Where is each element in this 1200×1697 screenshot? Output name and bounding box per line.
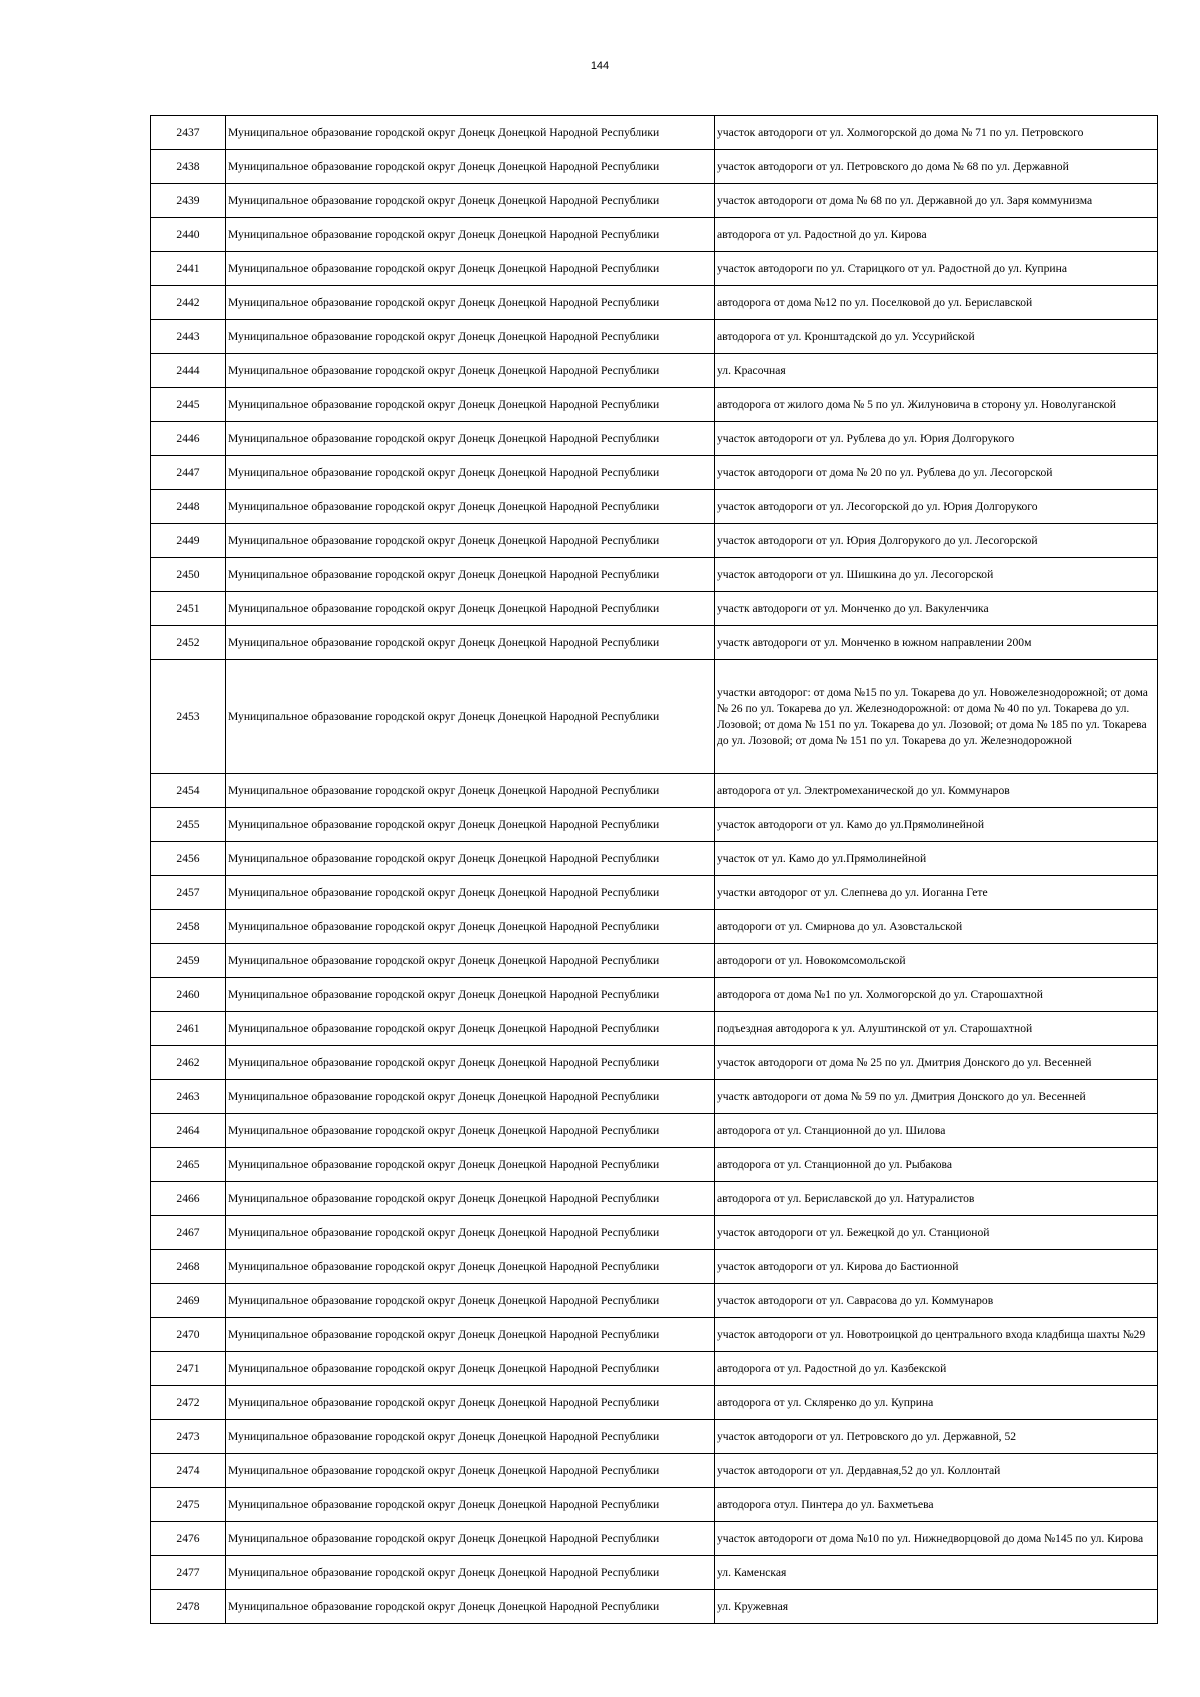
municipality-cell: Муниципальное образование городской округ Донецк Донецкой Народной Республики: [226, 1114, 715, 1148]
road-description-cell: участок автодороги от ул. Кирова до Бастионной: [715, 1250, 1158, 1284]
road-description-cell: ул. Красочная: [715, 354, 1158, 388]
table-row: [151, 626, 1158, 660]
row-number-cell: 2449: [151, 524, 226, 558]
road-description-cell: автодорога от дома №1 по ул. Холмогорской до ул. Старошахтной: [715, 978, 1158, 1012]
table-row: [151, 910, 1158, 944]
table-row: [151, 150, 1158, 184]
row-number-cell: 2464: [151, 1114, 226, 1148]
row-number-cell: 2463: [151, 1080, 226, 1114]
table-row: [151, 1386, 1158, 1420]
table-row: [151, 558, 1158, 592]
row-number-cell: 2472: [151, 1386, 226, 1420]
table-row: [151, 1420, 1158, 1454]
municipality-cell: Муниципальное образование городской округ Донецк Донецкой Народной Республики: [226, 978, 715, 1012]
municipality-cell: Муниципальное образование городской округ Донецк Донецкой Народной Республики: [226, 218, 715, 252]
table-row: [151, 1114, 1158, 1148]
municipality-cell: Муниципальное образование городской округ Донецк Донецкой Народной Республики: [226, 592, 715, 626]
road-description-cell: участок автодороги от ул. Юрия Долгорукого до ул. Лесогорской: [715, 524, 1158, 558]
table-row: [151, 354, 1158, 388]
row-number-cell: 2450: [151, 558, 226, 592]
road-description-cell: автодорога от жилого дома № 5 по ул. Жилуновича в сторону ул. Новолуганской: [715, 388, 1158, 422]
row-number-cell: 2465: [151, 1148, 226, 1182]
row-number-cell: 2442: [151, 286, 226, 320]
row-number-cell: 2475: [151, 1488, 226, 1522]
table-row: [151, 842, 1158, 876]
road-description-cell: участк автодороги от ул. Монченко до ул. Вакуленчика: [715, 592, 1158, 626]
road-description-cell: ул. Каменская: [715, 1556, 1158, 1590]
row-number-cell: 2467: [151, 1216, 226, 1250]
row-number-cell: 2437: [151, 116, 226, 150]
row-number-cell: 2443: [151, 320, 226, 354]
municipality-cell: Муниципальное образование городской округ Донецк Донецкой Народной Республики: [226, 354, 715, 388]
municipality-cell: Муниципальное образование городской округ Донецк Донецкой Народной Республики: [226, 490, 715, 524]
municipality-cell: Муниципальное образование городской округ Донецк Донецкой Народной Республики: [226, 1080, 715, 1114]
table-row: [151, 1148, 1158, 1182]
road-description-cell: автодороги от ул. Новокомсомольской: [715, 944, 1158, 978]
page-number: 144: [590, 60, 610, 72]
row-number-cell: 2452: [151, 626, 226, 660]
road-description-cell: участок автодороги от ул. Рублева до ул. Юрия Долгорукого: [715, 422, 1158, 456]
municipality-cell: Муниципальное образование городской округ Донецк Донецкой Народной Республики: [226, 876, 715, 910]
row-number-cell: 2462: [151, 1046, 226, 1080]
municipality-cell: Муниципальное образование городской округ Донецк Донецкой Народной Республики: [226, 388, 715, 422]
row-number-cell: 2451: [151, 592, 226, 626]
row-number-cell: 2455: [151, 808, 226, 842]
table-row: [151, 1046, 1158, 1080]
municipality-cell: Муниципальное образование городской округ Донецк Донецкой Народной Республики: [226, 1556, 715, 1590]
road-description-cell: подъездная автодорога к ул. Алуштинской от ул. Старошахтной: [715, 1012, 1158, 1046]
table-row: [151, 1318, 1158, 1352]
table-row: [151, 978, 1158, 1012]
municipality-cell: Муниципальное образование городской округ Донецк Донецкой Народной Республики: [226, 842, 715, 876]
row-number-cell: 2440: [151, 218, 226, 252]
road-description-cell: участок автодороги от ул. Дердавная,52 до ул. Коллонтай: [715, 1454, 1158, 1488]
municipality-cell: Муниципальное образование городской округ Донецк Донецкой Народной Республики: [226, 320, 715, 354]
table-row: [151, 660, 1158, 774]
row-number-cell: 2444: [151, 354, 226, 388]
municipality-cell: Муниципальное образование городской округ Донецк Донецкой Народной Республики: [226, 1250, 715, 1284]
row-number-cell: 2460: [151, 978, 226, 1012]
road-description-cell: участок автодороги по ул. Старицкого от ул. Радостной до ул. Куприна: [715, 252, 1158, 286]
municipality-cell: Муниципальное образование городской округ Донецк Донецкой Народной Республики: [226, 456, 715, 490]
road-description-cell: автодорога от ул. Электромеханической до ул. Коммунаров: [715, 774, 1158, 808]
table-row: [151, 320, 1158, 354]
municipality-cell: Муниципальное образование городской округ Донецк Донецкой Народной Республики: [226, 286, 715, 320]
road-description-cell: автодорога от ул. Станционной до ул. Шилова: [715, 1114, 1158, 1148]
municipality-cell: Муниципальное образование городской округ Донецк Донецкой Народной Республики: [226, 1590, 715, 1624]
row-number-cell: 2461: [151, 1012, 226, 1046]
road-description-cell: участки автодорог: от дома №15 по ул. Токарева до ул. Новожелезнодорожной; от дома № 26 по ул. Токарева до ул. Железнодорожной: от дома № 40 по ул. Токарева до ул. Лозовой; от дома № 151 по ул. Токарева до ул. Лозовой; от дома № 185 по ул. Токарева до ул. Лозовой; от дома № 151 по ул. Токарева до ул. Железнодорожной: [715, 660, 1158, 774]
row-number-cell: 2454: [151, 774, 226, 808]
road-description-cell: участок автодороги от ул. Новотроицкой до центрального входа кладбища шахты №29: [715, 1318, 1158, 1352]
municipality-cell: Муниципальное образование городской округ Донецк Донецкой Народной Республики: [226, 774, 715, 808]
road-description-cell: автодорога от ул. Бериславской до ул. Натуралистов: [715, 1182, 1158, 1216]
road-description-cell: участок автодороги от ул. Лесогорской до ул. Юрия Долгорукого: [715, 490, 1158, 524]
table-row: [151, 774, 1158, 808]
road-description-cell: автодороги от ул. Смирнова до ул. Азовстальской: [715, 910, 1158, 944]
road-description-cell: участок автодороги от ул. Холмогорской до дома № 71 по ул. Петровского: [715, 116, 1158, 150]
road-description-cell: участок автодороги от ул. Саврасова до ул. Коммунаров: [715, 1284, 1158, 1318]
row-number-cell: 2478: [151, 1590, 226, 1624]
table-row: [151, 116, 1158, 150]
municipality-cell: Муниципальное образование городской округ Донецк Донецкой Народной Республики: [226, 150, 715, 184]
road-description-cell: участок автодороги от ул. Шишкина до ул. Лесогорской: [715, 558, 1158, 592]
municipality-cell: Муниципальное образование городской округ Донецк Донецкой Народной Республики: [226, 1182, 715, 1216]
municipality-cell: Муниципальное образование городской округ Донецк Донецкой Народной Республики: [226, 1420, 715, 1454]
row-number-cell: 2445: [151, 388, 226, 422]
municipality-cell: Муниципальное образование городской округ Донецк Донецкой Народной Республики: [226, 1216, 715, 1250]
table-row: [151, 388, 1158, 422]
row-number-cell: 2477: [151, 1556, 226, 1590]
row-number-cell: 2447: [151, 456, 226, 490]
municipality-cell: Муниципальное образование городской округ Донецк Донецкой Народной Республики: [226, 558, 715, 592]
row-number-cell: 2470: [151, 1318, 226, 1352]
road-description-cell: участк автодороги от дома № 59 по ул. Дмитрия Донского до ул. Весенней: [715, 1080, 1158, 1114]
municipality-cell: Муниципальное образование городской округ Донецк Донецкой Народной Республики: [226, 1148, 715, 1182]
row-number-cell: 2446: [151, 422, 226, 456]
table-row: [151, 944, 1158, 978]
road-description-cell: участки автодорог от ул. Слепнева до ул. Иоганна Гете: [715, 876, 1158, 910]
table-row: [151, 1012, 1158, 1046]
municipality-cell: Муниципальное образование городской округ Донецк Донецкой Народной Республики: [226, 1012, 715, 1046]
row-number-cell: 2474: [151, 1454, 226, 1488]
table-row: [151, 876, 1158, 910]
road-description-cell: автодорога от ул. Станционной до ул. Рыбакова: [715, 1148, 1158, 1182]
municipality-cell: Муниципальное образование городской округ Донецк Донецкой Народной Республики: [226, 252, 715, 286]
road-description-cell: автодорога от дома №12 по ул. Поселковой до ул. Бериславской: [715, 286, 1158, 320]
table-row: [151, 1182, 1158, 1216]
municipality-cell: Муниципальное образование городской округ Донецк Донецкой Народной Республики: [226, 1488, 715, 1522]
table-row: [151, 252, 1158, 286]
table-row: [151, 184, 1158, 218]
road-description-cell: участок автодороги от дома № 25 по ул. Дмитрия Донского до ул. Весенней: [715, 1046, 1158, 1080]
municipality-cell: Муниципальное образование городской округ Донецк Донецкой Народной Республики: [226, 1318, 715, 1352]
table-row: [151, 1250, 1158, 1284]
road-registry-table: [150, 115, 1158, 1624]
road-description-cell: автодорога отул. Пинтера до ул. Бахметьева: [715, 1488, 1158, 1522]
road-description-cell: участок автодороги от дома № 20 по ул. Рублева до ул. Лесогорской: [715, 456, 1158, 490]
row-number-cell: 2471: [151, 1352, 226, 1386]
registry-body: [151, 116, 1158, 1624]
row-number-cell: 2459: [151, 944, 226, 978]
road-description-cell: участок автодороги от дома №10 по ул. Нижнедворцовой до дома №145 по ул. Кирова: [715, 1522, 1158, 1556]
municipality-cell: Муниципальное образование городской округ Донецк Донецкой Народной Республики: [226, 808, 715, 842]
municipality-cell: Муниципальное образование городской округ Донецк Донецкой Народной Республики: [226, 910, 715, 944]
road-description-cell: ул. Кружевная: [715, 1590, 1158, 1624]
table-row: [151, 1488, 1158, 1522]
municipality-cell: Муниципальное образование городской округ Донецк Донецкой Народной Республики: [226, 626, 715, 660]
municipality-cell: Муниципальное образование городской округ Донецк Донецкой Народной Республики: [226, 944, 715, 978]
row-number-cell: 2438: [151, 150, 226, 184]
table-row: [151, 286, 1158, 320]
municipality-cell: Муниципальное образование городской округ Донецк Донецкой Народной Республики: [226, 422, 715, 456]
row-number-cell: 2476: [151, 1522, 226, 1556]
row-number-cell: 2466: [151, 1182, 226, 1216]
municipality-cell: Муниципальное образование городской округ Донецк Донецкой Народной Республики: [226, 1454, 715, 1488]
table-row: [151, 524, 1158, 558]
road-description-cell: участок автодороги от дома № 68 по ул. Державной до ул. Заря коммунизма: [715, 184, 1158, 218]
table-row: [151, 1284, 1158, 1318]
table-row: [151, 1556, 1158, 1590]
row-number-cell: 2469: [151, 1284, 226, 1318]
road-description-cell: участок автодороги от ул. Петровского до ул. Державной, 52: [715, 1420, 1158, 1454]
municipality-cell: Муниципальное образование городской округ Донецк Донецкой Народной Республики: [226, 660, 715, 774]
table-row: [151, 1352, 1158, 1386]
table-row: [151, 490, 1158, 524]
road-description-cell: автодорога от ул. Скляренко до ул. Куприна: [715, 1386, 1158, 1420]
row-number-cell: 2441: [151, 252, 226, 286]
municipality-cell: Муниципальное образование городской округ Донецк Донецкой Народной Республики: [226, 1046, 715, 1080]
table-row: [151, 1454, 1158, 1488]
table-row: [151, 1080, 1158, 1114]
municipality-cell: Муниципальное образование городской округ Донецк Донецкой Народной Республики: [226, 116, 715, 150]
table-row: [151, 218, 1158, 252]
table-row: [151, 1590, 1158, 1624]
municipality-cell: Муниципальное образование городской округ Донецк Донецкой Народной Республики: [226, 1352, 715, 1386]
row-number-cell: 2468: [151, 1250, 226, 1284]
table-row: [151, 422, 1158, 456]
municipality-cell: Муниципальное образование городской округ Донецк Донецкой Народной Республики: [226, 1284, 715, 1318]
municipality-cell: Муниципальное образование городской округ Донецк Донецкой Народной Республики: [226, 184, 715, 218]
road-description-cell: автодорога от ул. Радостной до ул. Казбекской: [715, 1352, 1158, 1386]
row-number-cell: 2457: [151, 876, 226, 910]
table-row: [151, 1216, 1158, 1250]
row-number-cell: 2456: [151, 842, 226, 876]
row-number-cell: 2473: [151, 1420, 226, 1454]
road-description-cell: участок автодороги от ул. Камо до ул.Прямолинейной: [715, 808, 1158, 842]
municipality-cell: Муниципальное образование городской округ Донецк Донецкой Народной Республики: [226, 1386, 715, 1420]
road-description-cell: автодорога от ул. Радостной до ул. Кирова: [715, 218, 1158, 252]
road-description-cell: участок от ул. Камо до ул.Прямолинейной: [715, 842, 1158, 876]
road-description-cell: участк автодороги от ул. Монченко в южном направлении 200м: [715, 626, 1158, 660]
road-description-cell: участок автодороги от ул. Бежецкой до ул. Станционой: [715, 1216, 1158, 1250]
row-number-cell: 2448: [151, 490, 226, 524]
table-row: [151, 808, 1158, 842]
row-number-cell: 2439: [151, 184, 226, 218]
road-description-cell: участок автодороги от ул. Петровского до дома № 68 по ул. Державной: [715, 150, 1158, 184]
municipality-cell: Муниципальное образование городской округ Донецк Донецкой Народной Республики: [226, 524, 715, 558]
row-number-cell: 2453: [151, 660, 226, 774]
table-row: [151, 1522, 1158, 1556]
table-row: [151, 456, 1158, 490]
road-description-cell: автодорога от ул. Кронштадской до ул. Уссурийской: [715, 320, 1158, 354]
table-row: [151, 592, 1158, 626]
row-number-cell: 2458: [151, 910, 226, 944]
municipality-cell: Муниципальное образование городской округ Донецк Донецкой Народной Республики: [226, 1522, 715, 1556]
